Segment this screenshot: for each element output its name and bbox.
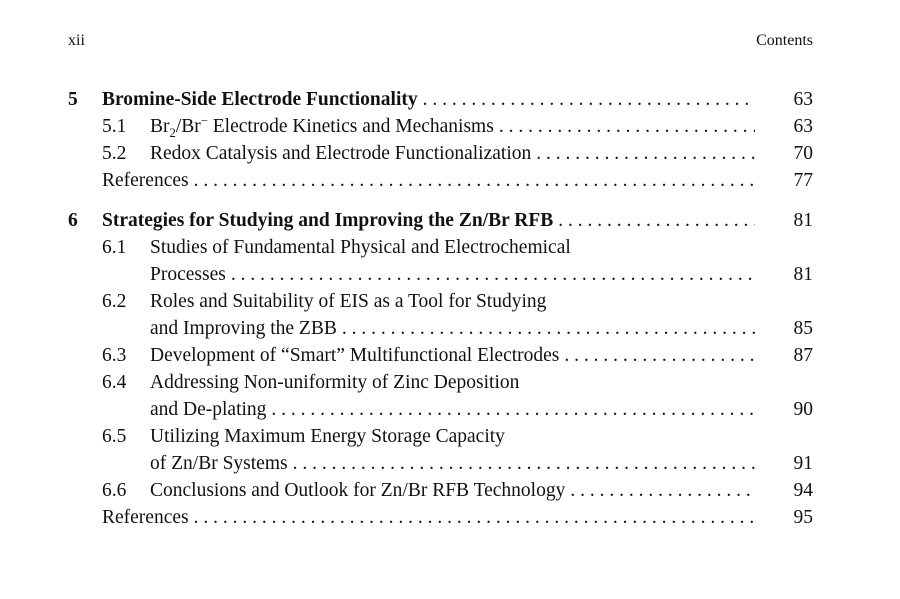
section-title-line1: Studies of Fundamental Physical and Electrochemical	[150, 237, 571, 258]
section-title: $Br_2/Br^-$ Electrode Kinetics and Mechanisms	[150, 113, 494, 140]
section-number: 6.3	[102, 345, 127, 366]
section-number: 6.5	[102, 426, 127, 447]
section-title-line2: and Improving the ZBB	[150, 318, 337, 339]
page-header	[68, 32, 813, 54]
section-title: Conclusions and Outlook for Zn/Br RFB Technology	[150, 480, 566, 501]
section-entry[interactable]	[68, 342, 813, 369]
table-of-contents	[68, 86, 813, 531]
section-number: 6.6	[102, 480, 127, 501]
section-title: Development of “Smart” Multifunctional Electrodes	[150, 345, 560, 366]
page-ref: 85	[793, 318, 813, 339]
dot-leader	[553, 207, 755, 234]
section-number: 6.2	[102, 291, 127, 312]
dot-leader	[531, 140, 755, 167]
chapter-title: Strategies for Studying and Improving the Zn/Br RFB	[102, 210, 554, 231]
section-title-line1: Addressing Non-uniformity of Zinc Deposition	[150, 372, 520, 393]
section-title: Redox Catalysis and Electrode Functionalization	[150, 143, 532, 164]
references-label: References	[102, 507, 189, 528]
chapter-number: 6	[68, 210, 78, 231]
references-label: References	[102, 170, 189, 191]
page-ref: 95	[793, 507, 813, 528]
dot-leader	[288, 450, 755, 477]
chapter-entry[interactable]	[68, 86, 813, 113]
dot-leader	[565, 477, 755, 504]
section-entry[interactable]	[68, 234, 813, 261]
section-entry-continuation[interactable]	[68, 261, 813, 288]
dot-leader	[189, 504, 755, 531]
section-number: 6.4	[102, 372, 127, 393]
chapter-title: Bromine-Side Electrode Functionality	[102, 89, 418, 110]
dot-leader	[266, 396, 755, 423]
section-entry[interactable]	[68, 113, 813, 140]
section-entry[interactable]	[68, 369, 813, 396]
chapter-entry[interactable]	[68, 207, 813, 234]
chapter-number: 5	[68, 89, 78, 110]
page-ref: 63	[793, 116, 813, 137]
page-ref: 81	[793, 210, 813, 231]
page-number: xii	[68, 32, 85, 49]
section-title-line2: Processes	[150, 264, 226, 285]
section-title-line1: Utilizing Maximum Energy Storage Capacity	[150, 426, 505, 447]
page-ref: 94	[793, 480, 813, 501]
page-ref: 63	[793, 89, 813, 110]
section-number: 5.1	[102, 116, 127, 137]
page-ref: 87	[793, 345, 813, 366]
page-ref: 90	[793, 399, 813, 420]
dot-leader	[418, 86, 755, 113]
page-ref: 77	[793, 170, 813, 191]
references-entry[interactable]	[68, 504, 813, 531]
dot-leader	[559, 342, 755, 369]
section-title-line2: and De-plating	[150, 399, 267, 420]
section-number: 6.1	[102, 237, 127, 258]
dot-leader	[494, 113, 755, 140]
page-ref: 70	[793, 143, 813, 164]
section-entry[interactable]	[68, 140, 813, 167]
page-ref: 81	[793, 264, 813, 285]
dot-leader	[189, 167, 755, 194]
section-number: 5.2	[102, 143, 127, 164]
section-entry-continuation[interactable]	[68, 450, 813, 477]
running-title: Contents	[756, 32, 813, 49]
section-entry-continuation[interactable]	[68, 396, 813, 423]
page-ref: 91	[793, 453, 813, 474]
section-entry[interactable]	[68, 288, 813, 315]
section-entry[interactable]	[68, 477, 813, 504]
dot-leader	[337, 315, 755, 342]
section-title-line1: Roles and Suitability of EIS as a Tool for Studying	[150, 291, 547, 312]
references-entry[interactable]	[68, 167, 813, 194]
dot-leader	[226, 261, 755, 288]
section-title-line2: of Zn/Br Systems	[150, 453, 288, 474]
section-entry[interactable]	[68, 423, 813, 450]
section-entry-continuation[interactable]	[68, 315, 813, 342]
